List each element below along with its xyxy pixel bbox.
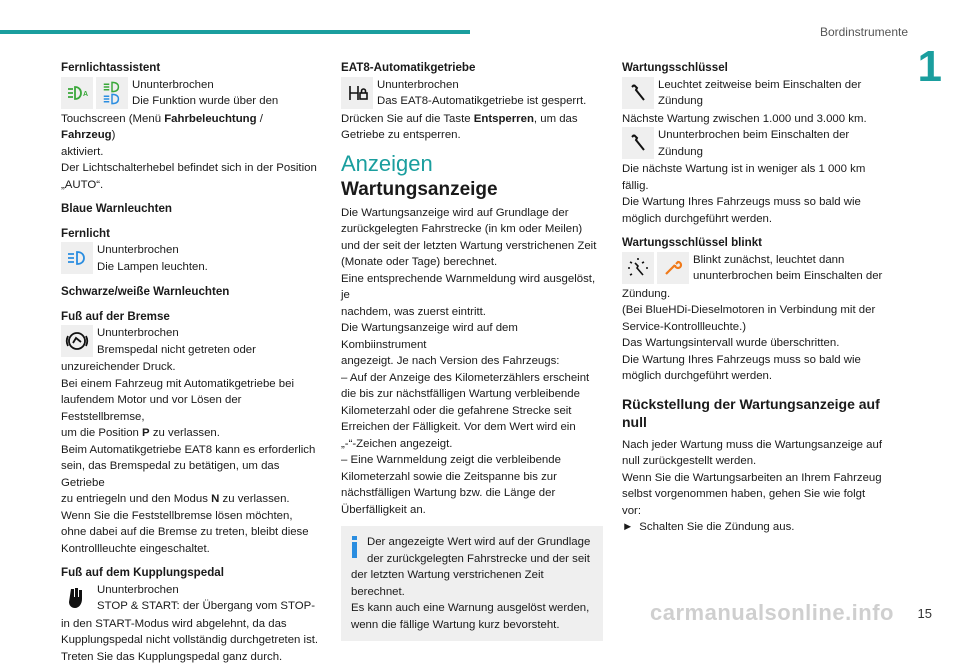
- text-line: angezeigt. Je nach Version des Fahrzeugs:: [341, 353, 603, 370]
- heading-wartungsanzeige: Wartungsanzeige: [341, 182, 603, 199]
- text-line: zurückgelegten Fahrstrecke (in km oder Meilen): [341, 221, 603, 238]
- kupplung-icons: [61, 582, 93, 614]
- text-line: Kontrollleuchte eingeschaltet.: [61, 541, 319, 558]
- text-line: Es kann auch eine Warnung ausgelöst werden,: [351, 600, 593, 617]
- heading-fuss-bremse: Fuß auf der Bremse: [61, 309, 319, 326]
- text-line: Nach jeder Wartung muss die Wartungsanzeige auf: [622, 437, 884, 454]
- text-line: (Monate oder Tage) berechnet.: [341, 254, 603, 271]
- column-3: [622, 60, 884, 536]
- text-line: Beim Automatikgetriebe EAT8 kann es erforderlich: [61, 442, 319, 459]
- svg-text:A: A: [83, 91, 88, 98]
- text-line: Zündung: [622, 93, 884, 110]
- text-line: selbst vorgenommen haben, gehen Sie wie folgt vor:: [622, 486, 884, 519]
- button-name: Entsperren: [474, 113, 534, 125]
- text-line: [61, 491, 319, 508]
- schluessel-icons-a: [622, 77, 654, 109]
- watermark: carmanualsonline.info: [650, 600, 894, 626]
- text-line: Die Funktion wurde über den: [61, 93, 319, 110]
- text-line: Zündung.: [622, 286, 884, 303]
- heading-fuss-kupplung: Fuß auf dem Kupplungspedal: [61, 565, 319, 582]
- text-line: Bremspedal nicht getreten oder: [61, 342, 319, 359]
- text-line: Blinkt zunächst, leuchtet dann: [622, 252, 884, 269]
- service-wrench-icon: [622, 77, 654, 109]
- fernlichtassistent-icons: [61, 77, 128, 109]
- page-number: 15: [918, 606, 932, 621]
- text-line: Leuchtet zeitweise beim Einschalten der: [622, 77, 884, 94]
- text-line: in den START-Modus wird abgelehnt, da das: [61, 616, 319, 633]
- text-span: zu verlassen.: [150, 427, 220, 439]
- text-line: und der seit der letzten Wartung verstrichenen Zeit: [341, 238, 603, 255]
- heading-schwarz-weiss: Schwarze/weiße Warnleuchten: [61, 284, 319, 301]
- menu-name: Fahrzeug: [61, 129, 112, 141]
- text-line: „-“-Zeichen angezeigt.: [341, 436, 603, 453]
- heading-rueckstellung: Rückstellung der Wartungsanzeige auf null: [622, 395, 884, 431]
- text-line: nachdem, was zuerst eintritt.: [341, 304, 603, 321]
- text-line: Die nächste Wartung ist in weniger als 1 000 km fällig.: [622, 161, 884, 194]
- service-wrench-icon: [622, 127, 654, 159]
- text-line: aktiviert.: [61, 144, 319, 161]
- text-line: laufendem Motor und vor Lösen der Feststellbremse,: [61, 392, 319, 425]
- text-line: Das EAT8-Automatikgetriebe ist gesperrt.: [341, 93, 603, 110]
- info-text: [367, 534, 593, 567]
- text-line: möglich durchgeführt werden.: [622, 211, 884, 228]
- text-line: der zurückgelegten Fahrstrecke und der seit: [367, 551, 593, 568]
- bremse-icons: [61, 325, 93, 357]
- chapter-number: 1: [918, 45, 942, 89]
- text-span: um die Position: [61, 427, 142, 439]
- text-line: [61, 111, 319, 144]
- heading-eat8: EAT8-Automatikgetriebe: [341, 60, 603, 77]
- text-line: null zurückgestellt werden.: [622, 453, 884, 470]
- text-line: Getriebe zu entsperren.: [341, 127, 603, 144]
- text-line: Treten Sie das Kupplungspedal ganz durch.: [61, 649, 319, 665]
- column-1: [61, 60, 319, 665]
- text-line: der letzten Wartung verstrichenen Zeit berechnet.: [351, 567, 593, 600]
- wartungsanzeige-body: [341, 205, 603, 519]
- info-icon: [350, 536, 359, 558]
- text-line: Der angezeigte Wert wird auf der Grundlage: [367, 534, 593, 551]
- text-line: Wenn Sie die Feststellbremse lösen möchten,: [61, 508, 319, 525]
- text-line: Ununterbrochen: [61, 325, 319, 342]
- text-line: Wenn Sie die Wartungsarbeiten an Ihrem Fahrzeug: [622, 470, 884, 487]
- text-span: zu entriegeln und den Modus: [61, 493, 211, 505]
- info-box: [341, 526, 603, 641]
- text-span: , um das: [534, 113, 578, 125]
- high-beam-assist-icon: [61, 77, 93, 109]
- heading-anzeigen: Anzeigen: [341, 156, 603, 173]
- eat8-icons: [341, 77, 373, 109]
- blinkt-icons: [622, 252, 689, 284]
- service-wrench-orange-icon: [657, 252, 689, 284]
- text-line: „AUTO“.: [61, 177, 319, 194]
- text-span: /: [257, 113, 263, 125]
- text-span: Touchscreen (Menü: [61, 113, 164, 125]
- heading-wartungsschluessel: Wartungsschlüssel: [622, 60, 884, 77]
- bullet-item: [622, 519, 884, 536]
- text-line: Zündung: [622, 144, 884, 161]
- text-line: Die Lampen leuchten.: [61, 259, 319, 276]
- schluessel-icons-b: [622, 127, 654, 159]
- brake-pedal-icon: [61, 325, 93, 357]
- high-beam-green-icon: [101, 81, 123, 93]
- menu-name: Fahrbeleuchtung: [164, 113, 256, 125]
- text-line: Eine entsprechende Warnmeldung wird ausgelöst, je: [341, 271, 603, 304]
- text-line: möglich durchgeführt werden.: [622, 368, 884, 385]
- text-line: Ununterbrochen: [61, 582, 319, 599]
- heading-blaue-warnleuchten: Blaue Warnleuchten: [61, 201, 319, 218]
- text-line: Nächste Wartung zwischen 1.000 und 3.000 km.: [622, 111, 884, 128]
- text-line: sein, das Bremspedal zu betätigen, um das Getriebe: [61, 458, 319, 491]
- text-line: – Eine Warnmeldung zeigt die verbleibende: [341, 452, 603, 469]
- text-line: Ununterbrochen: [341, 77, 603, 94]
- text-line: Ununterbrochen: [61, 242, 319, 259]
- gearbox-lock-icon: [341, 77, 373, 109]
- column-2: [341, 60, 603, 641]
- text-line: [61, 425, 319, 442]
- high-beam-icon: [61, 242, 93, 274]
- text-line: Die Wartung Ihres Fahrzeugs muss so bald wie: [622, 352, 884, 369]
- text-line: (Bei BlueHDi-Dieselmotoren in Verbindung mit der: [622, 302, 884, 319]
- text-line: Kilometerzahl sowie die Zeitspanne bis zur: [341, 469, 603, 486]
- text-span: Drücken Sie auf die Taste: [341, 113, 474, 125]
- heading-fernlichtassistent: Fernlichtassistent: [61, 60, 319, 77]
- gear-position: P: [142, 427, 150, 439]
- text-line: Der Lichtschalterhebel befindet sich in der Position: [61, 160, 319, 177]
- text-line: – Auf der Anzeige des Kilometerzählers erscheint: [341, 370, 603, 387]
- text-line: Das Wartungsintervall wurde überschritten.: [622, 335, 884, 352]
- text-span: ): [112, 129, 116, 141]
- section-title: Bordinstrumente: [820, 25, 908, 39]
- fernlicht-icons: [61, 242, 93, 274]
- text-line: Bei einem Fahrzeug mit Automatikgetriebe bei: [61, 376, 319, 393]
- text-line: unzureichender Druck.: [61, 359, 319, 376]
- heading-fernlicht: Fernlicht: [61, 226, 319, 243]
- text-line: Die Wartung Ihres Fahrzeugs muss so bald wie: [622, 194, 884, 211]
- text-line: Ununterbrochen beim Einschalten der: [622, 127, 884, 144]
- service-wrench-flashing-icon: [622, 252, 654, 284]
- header-accent-bar: [0, 30, 470, 34]
- gear-position: N: [211, 493, 219, 505]
- text-line: Erreichen der Fälligkeit. Vor dem Wert wird ein: [341, 419, 603, 436]
- text-line: Kilometerzahl oder die gefahrene Strecke seit: [341, 403, 603, 420]
- text-line: ununterbrochen beim Einschalten der: [622, 268, 884, 285]
- text-line: Service-Kontrollleuchte.): [622, 319, 884, 336]
- text-line: ohne dabei auf die Bremse zu treten, bleibt diese: [61, 524, 319, 541]
- text-line: STOP & START: der Übergang vom STOP-: [61, 598, 319, 615]
- text-line: Die Wartungsanzeige wird auf dem Kombiinstrument: [341, 320, 603, 353]
- text-line: nächstfälligen Wartung bzw. die Länge der: [341, 485, 603, 502]
- high-beam-status-icons: [96, 77, 128, 109]
- bullet-marker: ►: [622, 521, 633, 533]
- text-line: Kupplungspedal nicht vollständig durchgetreten ist.: [61, 632, 319, 649]
- text-line: Die Wartungsanzeige wird auf Grundlage der: [341, 205, 603, 222]
- text-line: wenn die fällige Wartung kurz bevorsteht.: [351, 617, 593, 634]
- text-span: zu verlassen.: [219, 493, 289, 505]
- text-line: die bis zur nächstfälligen Wartung verbleibende: [341, 386, 603, 403]
- text-line: Überfälligkeit an.: [341, 502, 603, 519]
- clutch-foot-icon: [61, 582, 93, 614]
- heading-schluessel-blinkt: Wartungsschlüssel blinkt: [622, 235, 884, 252]
- text-line: [341, 111, 603, 128]
- high-beam-blue-icon: [101, 93, 123, 105]
- text-line: Ununterbrochen: [61, 77, 319, 94]
- text-span: Schalten Sie die Zündung aus.: [639, 521, 794, 533]
